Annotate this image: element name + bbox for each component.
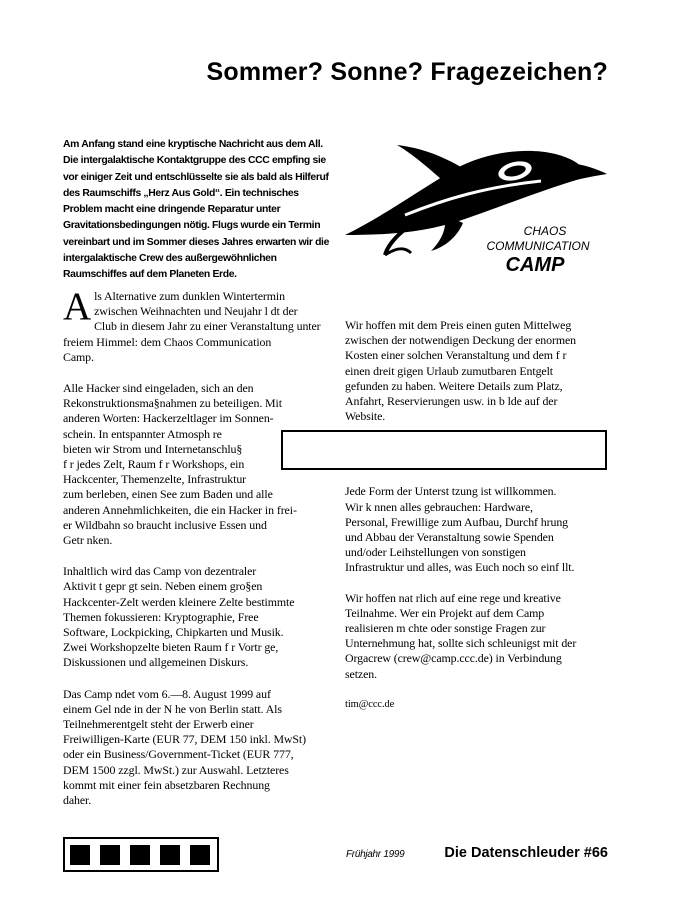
black-squares-emblem [63,837,219,872]
left-paragraph-3: Inhaltlich wird das Camp von dezentraler Aktivit t gepr gt sein. Neben einem gro§en Hackcenter-Zelt werden kleinere Zelte bestimmte Themen fokussieren: Kryptographie, Free Software, Lockpicking, Chipkarten und Musik. Zwei Workshopzelte bieten Raum f r Vortr ge, Diskussionen und allgemeinen Diskurs. [63,564,295,670]
right-paragraph-3: Wir hoffen nat rlich auf eine rege und kreative Teilnahme. Wer ein Projekt auf dem Camp realisieren m chte oder sonstige Fragen zur Unternehmung hat, sollte sich schleunigst mit der Orgacrew (crew@camp.ccc.de) in Verbindung setzen. [345,590,577,681]
intro-paragraph: Am Anfang stand eine kryptische Nachricht aus dem All. Die intergalaktische Kontaktgruppe des CCC empfing sie vor einiger Zeit und entschlüsselte sie als bald als Hilferuf des Raumschiffs „Herz Aus Gold“. Ein technisches Problem macht eine dringende Reparatur unter Gravitationsbedingungen nötig. Flugs wurde ein Termin vereinbart und im Sommer dieses Jahres erwarten wir die intergalaktische Crew des außergewöhnlichen Raumschiffes auf dem Planeten Erde. [63,139,330,281]
right-column [345,318,620,727]
page-title: Sommer? Sonne? Fragezeichen? [206,58,608,86]
left-column [63,285,329,824]
logo-line-camp: CAMP [505,254,565,275]
contact-email: tim@ccc.de [345,698,395,710]
left-paragraph-1-text: ls Alternative zum dunklen Wintertermin zwischen Weihnachten und Neujahr l dt der Club in diesem Jahr zu einer Veranstaltung unter freiem Himmel: dem Chaos Communication Camp. [63,289,321,364]
left-paragraph-4: Das Camp ndet vom 6.—8. August 1999 auf einem Gel nde in der N he von Berlin statt. Als Teilnehmerentgelt steht der Erwerb einer Freiwilligen-Karte (EUR 77, DEM 150 inkl. MwSt) oder ein Business/Government-Ticket (EUR 777, DEM 1500 zzgl. MwSt.) zur Auswahl. Letzteres kommt mit einer fein absetzbaren Rechnung daher. [63,686,306,808]
logo-line-chaos: CHAOS [523,224,567,238]
drop-cap: A [63,285,92,328]
left-paragraph-2: Alle Hacker sind eingeladen, sich an den Rekonstruktionsma§nahmen zu beteiligen. Mit anderen Worten: Hackerzeltlager im Sonnen- schein. In entspannter Atmosph re bieten wir Strom und Internetanschlu§ f r jedes Zelt, Raum f r Workshops, ein Hackcenter, Themenzelte, Infrastruktur zum berleben, einen See zum Baden und alle anderen Annehmlichkeiten, die ein Hacker in frei- er Wildbahn so braucht inclusive Essen und Getr nken. [63,381,297,548]
left-paragraph-1 [63,285,329,365]
empty-frame-box [281,430,607,470]
issue-date: Frühjahr 1999 [346,849,405,860]
logo-line-communication: COMMUNICATION [486,239,590,253]
right-paragraph-2: Jede Form der Unterst tzung ist willkommen. Wir k nnen alles gebrauchen: Hardware, Personal, Frewillige zum Aufbau, Durchf hrung und Abbau der Veranstaltung sowie Spenden und/oder Leihstellungen von sonstigen Infrastruktur und alles, was Euch noch so einf llt. [345,484,575,575]
right-paragraph-1: Wir hoffen mit dem Preis einen guten Mittelweg zwischen der notwendigen Deckung der enormen Kosten einer solchen Veranstaltung und dem f r einen dreit gigen Urlaub zumutbaren Entgelt gefunden zu haben. Weitere Details zum Platz, Anfahrt, Reservierungen usw. in b lde auf der Website. [345,318,577,424]
chaos-communication-camp-logo [345,143,607,275]
magazine-name: Die Datenschleuder #66 [444,845,608,861]
